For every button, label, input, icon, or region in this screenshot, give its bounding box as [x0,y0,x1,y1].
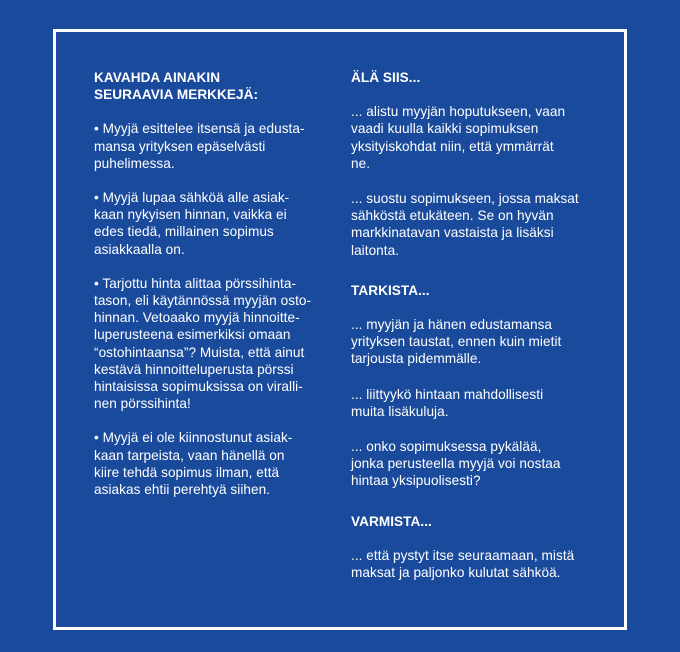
warning-bullet-1: • Myyjä esittelee itsensä ja edusta- mansa yrityksen epäselvästi puhelimessa. [94,121,305,171]
warning-bullet-3: • Tarjottu hinta alittaa pörssihinta- tason, eli käytännössä myyjän osto- hinnan. Vetoaako myyjä hinnoitte- luperusteena esimerkiksi omaan “ostohintaansa”? Muista, että ainut kestävä hinnoitteluperusta pörssi hintaisissa sopimuksissa on viralli- nen pörssihinta! [94,275,312,412]
warning-bullet-4: • Myyjä ei ole kiinnostunut asiak- kaan tarpeista, vaan hänellä on kiire tehdä sopimus ilman, että asiakas ehtii perehtyä siihen. [94,430,293,498]
warning-signs-column [94,69,314,515]
dont-item-2: ... suostu sopimukseen, jossa maksat sähköstä etukäteen. Se on hyvän markkinatavan vastaista ja lisäksi laitonta. [351,191,579,258]
check-item-2: ... liittyykö hintaan mahdollisesti muita lisäkuluja. [351,386,544,419]
dont-item-1: ... alistu myyjän hoputukseen, vaan vaadi kuulla kaikki sopimuksen yksityiskohdat niin, että ymmärrät ne. [351,104,566,171]
info-box-frame [53,29,627,630]
check-item-3: ... onko sopimuksessa pykälää, jonka perusteella myyjä voi nostaa hintaa yksipuolisesti? [351,439,561,489]
check-heading: TARKISTA... [351,282,430,298]
verify-item-1: ... että pystyt itse seuraamaan, mistä maksat ja paljonko kulutat sähköä. [351,547,575,581]
warning-signs-heading: KAVAHDA AINAKIN SEURAAVIA MERKKEJÄ: [94,70,259,103]
check-item-1: ... myyjän ja hänen edustamansa yrityksen taustat, ennen kuin mietit tarjousta pidemmälle. [351,317,562,367]
dont-heading: ÄLÄ SIIS... [351,70,421,85]
verify-heading: VARMISTA... [351,513,432,529]
advice-column [351,69,613,599]
warning-bullet-2: • Myyjä lupaa sähköä alle asiak- kaan nykyisen hinnan, vaikka ei edes tiedä, millainen sopimus asiakkaalla on. [94,190,290,257]
